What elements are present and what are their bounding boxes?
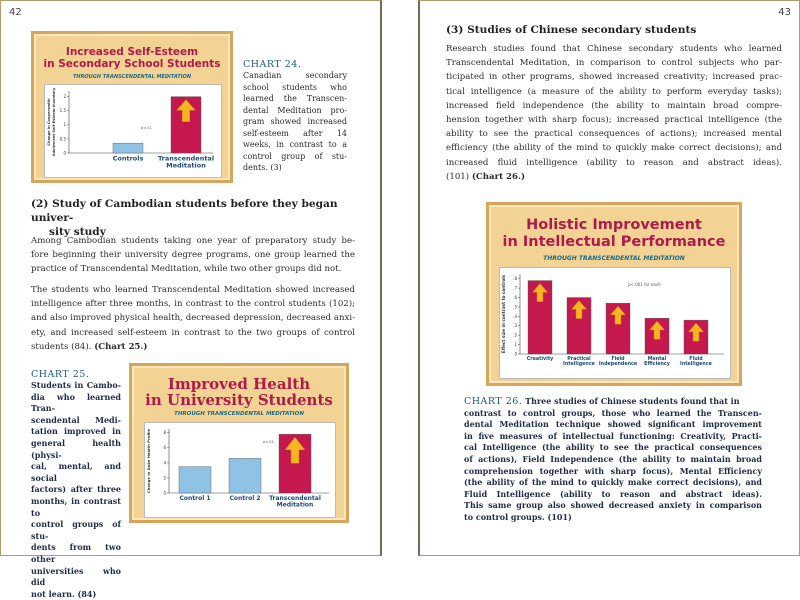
section-3 xyxy=(446,23,782,184)
caption-line: dental Meditation technique showed significant improvement xyxy=(464,419,762,430)
x-category-label: Intelligence xyxy=(563,362,595,368)
x-category-label: Efficiency xyxy=(644,362,670,368)
paragraph-line: tical intelligence (a measure of the ability to perform everyday tasks); xyxy=(446,86,782,97)
paragraph-line: ability to see the practical consequences of actions); increased mental xyxy=(446,129,782,140)
y-axis-label: Change in Duke Health Profile xyxy=(146,428,151,494)
chart-25-caption xyxy=(31,369,121,600)
y-tick-label: 0 xyxy=(514,351,517,357)
caption-line: to control groups. (101) xyxy=(464,511,572,522)
section-2-last-text: students (84). xyxy=(31,341,95,352)
y-tick-label: 0 xyxy=(163,490,166,496)
y-tick-label: 2 xyxy=(63,94,66,100)
paragraph-line: practice of Transcendental Meditation, while two other groups did not. xyxy=(31,264,342,275)
paragraph-line: fore beginning their university degree programs, one group learned the xyxy=(31,250,355,261)
significance-note: p<.01 xyxy=(141,126,152,130)
y-tick-label: 1 xyxy=(63,122,66,128)
y-tick-label: 6 xyxy=(163,445,166,451)
chart-25-caption-title: CHART 25. xyxy=(31,369,90,380)
section-2-paragraph-2-last xyxy=(31,340,355,354)
chart-25-reference: (Chart 25.) xyxy=(94,341,148,352)
caption-line: contrast to control groups, those who learned the Transcen- xyxy=(464,407,762,418)
chart-25 xyxy=(129,363,349,523)
x-category-label: Independence xyxy=(598,362,638,368)
y-tick-label: .6 xyxy=(513,294,517,300)
chart-26-title xyxy=(489,217,739,251)
caption-line: gram showed increased xyxy=(243,117,347,126)
caption-line: This same group also showed decreased anxiety in comparison xyxy=(464,500,762,511)
caption-line: Students in Cambo- xyxy=(31,380,121,390)
chart-24-title xyxy=(34,46,230,70)
y-tick-label: .2 xyxy=(513,332,517,338)
chart-25-caption-lines xyxy=(31,380,121,600)
significance-note: p<.001 for each xyxy=(628,282,661,287)
chart-26-svg xyxy=(500,268,730,378)
caption-line: dents. (3) xyxy=(243,163,282,172)
caption-line: cal, mental, and social xyxy=(31,461,121,483)
y-tick-label: 0.5 xyxy=(59,136,66,142)
caption-line: not learn. (84) xyxy=(31,588,97,599)
y-tick-label: .3 xyxy=(513,323,517,329)
left-page xyxy=(0,0,382,599)
chart-25-subtitle: THROUGH TRANSCENDENTAL MEDITATION xyxy=(174,411,304,417)
chart-26-subtitle: THROUGH TRANSCENDENTAL MEDITATION xyxy=(543,255,685,262)
y-tick-label: 0 xyxy=(63,150,66,156)
chart-24 xyxy=(31,31,233,183)
caption-line: dia who learned Tran- xyxy=(31,391,121,414)
chart-25-svg xyxy=(145,423,335,517)
y-tick-label: .5 xyxy=(513,304,517,310)
bar xyxy=(229,458,261,493)
x-category-label: Practical xyxy=(567,356,591,362)
section-2-paragraph-2 xyxy=(31,283,355,354)
caption-line: self-esteem after 14 xyxy=(243,128,347,138)
chart-26-caption xyxy=(464,396,762,524)
paragraph-line: ticipated in other programs, showed increased creativity; increased prac- xyxy=(446,72,782,83)
y-tick-label: 2 xyxy=(163,475,166,481)
y-tick-label: .8 xyxy=(513,276,517,282)
paragraph-line: Among Cambodian students taking one year of preparatory study be- xyxy=(31,236,355,246)
caption-line: dents from two other xyxy=(31,542,121,564)
section-3-heading: (3) Studies of Chinese secondary students xyxy=(446,24,697,36)
chart-26-title-line1: Holistic Improvement xyxy=(526,217,702,233)
x-category-label: Intelligence xyxy=(680,362,712,368)
chart-26-caption-title: CHART 26. xyxy=(464,396,523,407)
caption-line: Canadian secondary xyxy=(243,71,347,80)
caption-line: comprehension together with sharp focus), Mental Efficiency xyxy=(464,465,762,476)
y-axis-label: Change in Coopersmith xyxy=(47,98,51,146)
y-tick-label: .7 xyxy=(513,285,517,291)
chart-26-reference: (Chart 26.) xyxy=(471,171,526,182)
chart-24-plot xyxy=(44,84,222,178)
caption-line: weeks, in contrast to a xyxy=(243,140,347,149)
section-3-paragraph xyxy=(446,42,782,170)
chart-24-title-line2: in Secondary School Students xyxy=(43,58,221,70)
x-category-label: Control 1 xyxy=(179,495,211,502)
chart-25-plot xyxy=(144,422,336,518)
x-category-label: Meditation xyxy=(276,501,314,509)
x-category-label: Creativity xyxy=(526,356,554,362)
section-2-heading xyxy=(31,197,363,239)
caption-line: scendental Medi- xyxy=(31,414,121,425)
section-3-last-line xyxy=(446,170,782,184)
y-tick-label: .1 xyxy=(513,341,517,347)
x-category-label: Mental xyxy=(647,356,667,362)
caption-line: universities who did xyxy=(31,565,121,588)
y-tick-label: .4 xyxy=(513,313,517,319)
bar xyxy=(113,143,143,153)
x-category-label: Transcendental xyxy=(269,495,321,502)
x-category-label: Fluid xyxy=(689,356,703,362)
caption-line: tation improved in xyxy=(31,426,121,437)
y-tick-label: 8 xyxy=(163,430,166,436)
significance-note: p<.01 xyxy=(263,440,274,444)
caption-line: school students who xyxy=(243,82,347,92)
chart-24-caption xyxy=(243,59,347,174)
caption-line: learned the Transcen- xyxy=(243,94,347,103)
page-number-left: 42 xyxy=(9,7,22,18)
paragraph-line: efficiency (the ability of the mind to quickly make correct decisions); and xyxy=(446,143,782,154)
caption-line: general health (physi- xyxy=(31,437,121,460)
caption-line: (the ability of the mind to quickly make correct decisions), and xyxy=(464,477,762,488)
paragraph-line: hension together with sharp focus); increased practical intelligence (the xyxy=(446,115,782,126)
chart-25-title xyxy=(132,376,346,408)
chart-26-caption-first xyxy=(464,396,762,408)
chart-24-subtitle: THROUGH TRANSCENDENTAL MEDITATION xyxy=(72,74,192,80)
section-3-last-text: (101) xyxy=(446,171,472,182)
chart-24-svg xyxy=(45,85,221,177)
chart-24-title-line1: Increased Self-Esteem xyxy=(65,46,199,58)
paragraph-line: Transcendental Meditation, in comparison to control subjects who par- xyxy=(446,58,782,69)
paragraph-line: increased fluid intelligence (ability to reason and abstract ideas). xyxy=(446,157,782,168)
y-tick-label: 1.5 xyxy=(59,108,66,114)
x-category-label: Meditation xyxy=(166,161,206,170)
x-category-label: Controls xyxy=(112,154,144,163)
caption-line: Fluid Intelligence (ability to reason and abstract ideas). xyxy=(464,488,762,499)
y-tick-label: 4 xyxy=(163,460,166,466)
page-number-right: 43 xyxy=(778,7,791,18)
paragraph-line: intelligence after three months, in contrast to the control students (102); xyxy=(31,299,355,310)
chart-26-caption-lines xyxy=(464,408,762,524)
paragraph-line: and also improved physical health, decreased depression, decreased anxi- xyxy=(31,313,355,324)
section-2-paragraph-1 xyxy=(31,234,355,277)
chart-26-plot xyxy=(499,267,731,379)
caption-line: control group of stu- xyxy=(243,151,347,161)
caption-line: of actions), Field Independence (the ability to maintain broad xyxy=(464,453,762,464)
paragraph-line: increased field independence (the ability to maintain broad compre- xyxy=(446,100,782,111)
caption-line: control groups of stu- xyxy=(31,519,121,541)
right-page xyxy=(418,0,800,556)
y-axis-label: Effect size in contrast to controls xyxy=(501,274,506,354)
caption-line: months, in contrast to xyxy=(31,495,121,518)
chart-24-caption-lines xyxy=(243,70,347,174)
caption-line: in five measures of intellectual functioning: Creativity, Practi- xyxy=(464,430,762,441)
paragraph-line: ety, and increased self-esteem in contrast to the two groups of control xyxy=(31,327,355,338)
caption-line: cal Intelligence (the ability to see the practical consequences xyxy=(464,442,762,453)
y-axis-label: Adolescent Self-Esteem Inventory xyxy=(52,87,56,157)
paragraph-line: Research studies found that Chinese secondary students who learned xyxy=(446,44,782,54)
chart-25-title-line2: in University Students xyxy=(145,391,333,409)
caption-line: dental Meditation pro- xyxy=(243,105,347,115)
chart-26 xyxy=(486,202,742,386)
chart-26-title-line2: in Intellectual Performance xyxy=(502,234,726,250)
chart-26-caption-first-line: Three studies of Chinese students found that in xyxy=(525,396,740,406)
section-2-heading-line1: (2) Study of Cambodian students before they began univer- xyxy=(31,198,338,224)
x-category-label: Transcendental xyxy=(157,154,215,163)
caption-line: factors) after three xyxy=(31,484,121,495)
bar xyxy=(179,467,211,493)
x-category-label: Control 2 xyxy=(229,495,261,502)
section-2-heading-line2: sity study xyxy=(49,226,106,238)
chart-24-caption-title: CHART 24. xyxy=(243,59,302,70)
x-category-label: Field xyxy=(611,356,625,362)
paragraph-line: The students who learned Transcendental Meditation showed increased xyxy=(31,285,355,295)
chart-25-title-line1: Improved Health xyxy=(167,375,311,393)
